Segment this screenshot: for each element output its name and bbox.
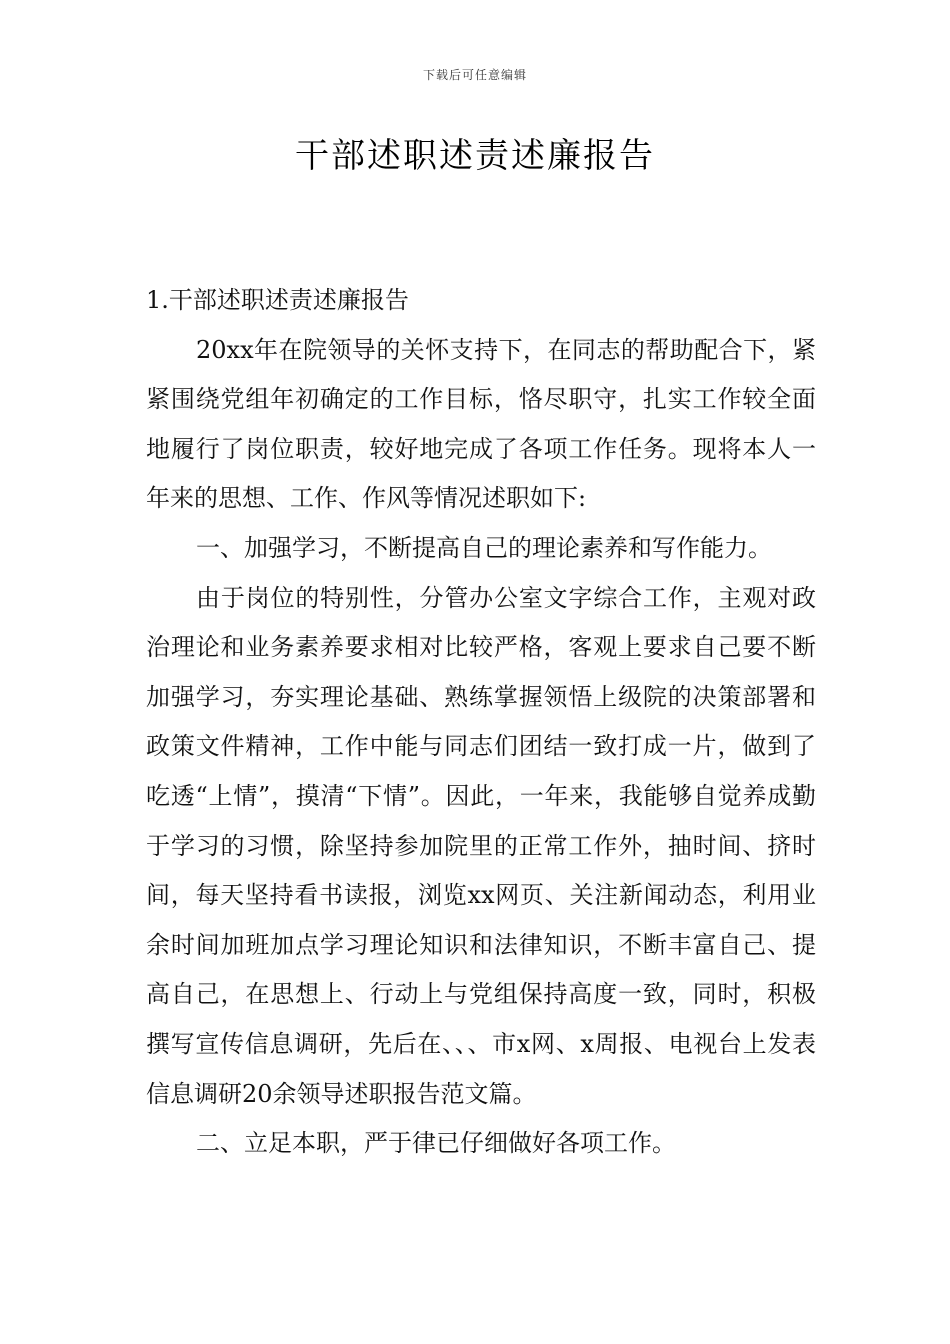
paragraph-study: 由于岗位的特别性，分管办公室文字综合工作，主观对政治理论和业务素养要求相对比较严格，客观上要求自己要不断加强学习，夯实理论基础、熟练掌握领悟上级院的决策部署和政策文件精神，工作中能与同志们团结一致打成一片，做到了吃透“上情”，摸清“下情”。因此，一年来，我能够自觉养成勤于学习的习惯，除坚持参加院里的正常工作外，抽时间、挤时间，每天坚持看书读报，浏览xx网页、关注新闻动态，利用业余时间加班加点学习理论知识和法律知识，不断丰富自己、提高自己，在思想上、行动上与党组保持高度一致，同时，积极撰写宣传信息调研，先后在、、、市x网、x周报、电视台上发表信息调研20余领导述职报告范文篇。	[146, 583, 816, 1108]
header-note: 下载后可任意编辑	[422, 68, 527, 82]
paragraph-intro: 20xx年在院领导的关怀支持下，在同志的帮助配合下，紧紧围绕党组年初确定的工作目标，恪尽职守，扎实工作较全面地履行了岗位职责，较好地完成了各项工作任务。现将本人一年来的思想、工作、作风等情况述职如下:	[146, 335, 816, 513]
document-title: 干部述职述责述廉报告	[295, 136, 655, 176]
section-heading: 1.干部述职述责述廉报告	[146, 286, 409, 314]
document-body	[146, 276, 816, 1169]
paragraph-point-two: 二、立足本职，严于律已仔细做好各项工作。	[196, 1129, 676, 1158]
paragraph-point-one: 一、加强学习，不断提高自己的理论素养和写作能力。	[196, 533, 772, 562]
